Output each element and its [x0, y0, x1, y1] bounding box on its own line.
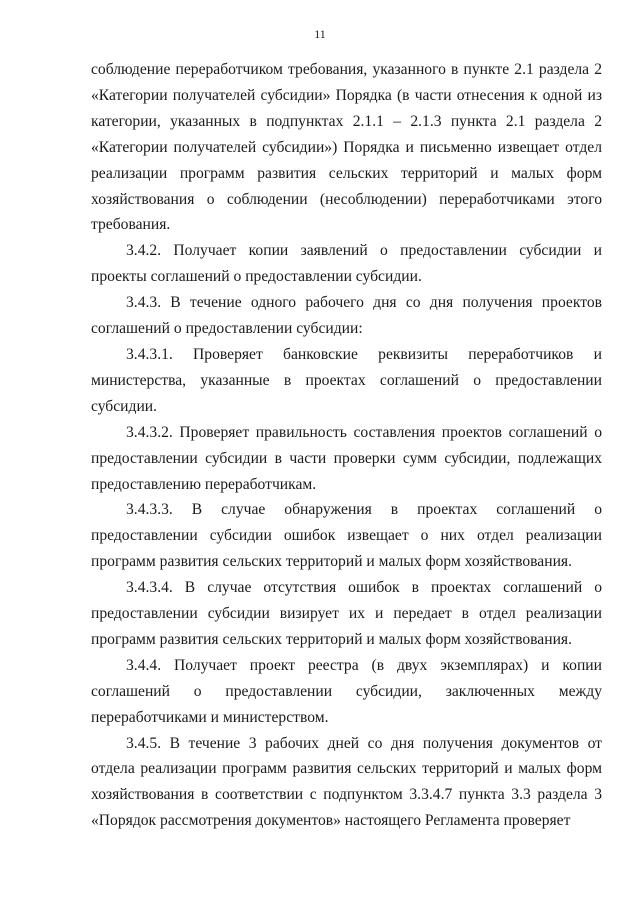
paragraph-continuation: соблюдение переработчиком требования, указанного в пункте 2.1 раздела 2 «Категории получателей субсидии» Порядка (в части отнесения к одной из категории, указанных в подпунктах 2.1.1 – 2.1.3 пункта 2.1 раздела 2 «Категории получателей субсидии») Порядка и письменно извещает отдел реализации программ развития сельских территорий и малых форм хозяйствования о соблюдении (несоблюдении) переработчиками этого требования. — [91, 61, 602, 234]
paragraph-3-4-5: 3.4.5. В течение 3 рабочих дней со дня получения документов от отдела реализации программ развития сельских территорий и малых форм хозяйствования в соответствии с подпунктом 3.3.4.7 пункта 3.3 раздела 3 «Порядок рассмотрения документов» настоящего Регламента проверяет — [91, 734, 602, 830]
document-body — [91, 57, 602, 834]
paragraph-3-4-3: 3.4.3. В течение одного рабочего дня со дня получения проектов соглашений о предоставлении субсидии: — [91, 294, 602, 338]
paragraph-3-4-3-1: 3.4.3.1. Проверяет банковские реквизиты переработчиков и министерства, указанные в проектах соглашений о предоставлении субсидии. — [91, 345, 602, 415]
paragraph-3-4-3-2: 3.4.3.2. Проверяет правильность составления проектов соглашений о предоставлении субсидии в части проверки сумм субсидии, подлежащих предоставлению переработчикам. — [91, 423, 602, 493]
paragraph-3-4-3-3: 3.4.3.3. В случае обнаружения в проектах соглашений о предоставлении субсидии ошибок извещает о них отдел реализации программ развития сельских территорий и малых форм хозяйствования. — [91, 501, 602, 571]
paragraph-3-4-4: 3.4.4. Получает проект реестра (в двух экземплярах) и копии соглашений о предоставлении субсидии, заключенных между переработчиками и министерством. — [91, 656, 602, 726]
page-number: 11 — [314, 27, 326, 41]
paragraph-3-4-2: 3.4.2. Получает копии заявлений о предоставлении субсидии и проекты соглашений о предоставлении субсидии. — [91, 242, 602, 286]
paragraph-3-4-3-4: 3.4.3.4. В случае отсутствия ошибок в проектах соглашений о предоставлении субсидии визирует их и передает в отдел реализации программ развития сельских территорий и малых форм хозяйствования. — [91, 579, 602, 648]
